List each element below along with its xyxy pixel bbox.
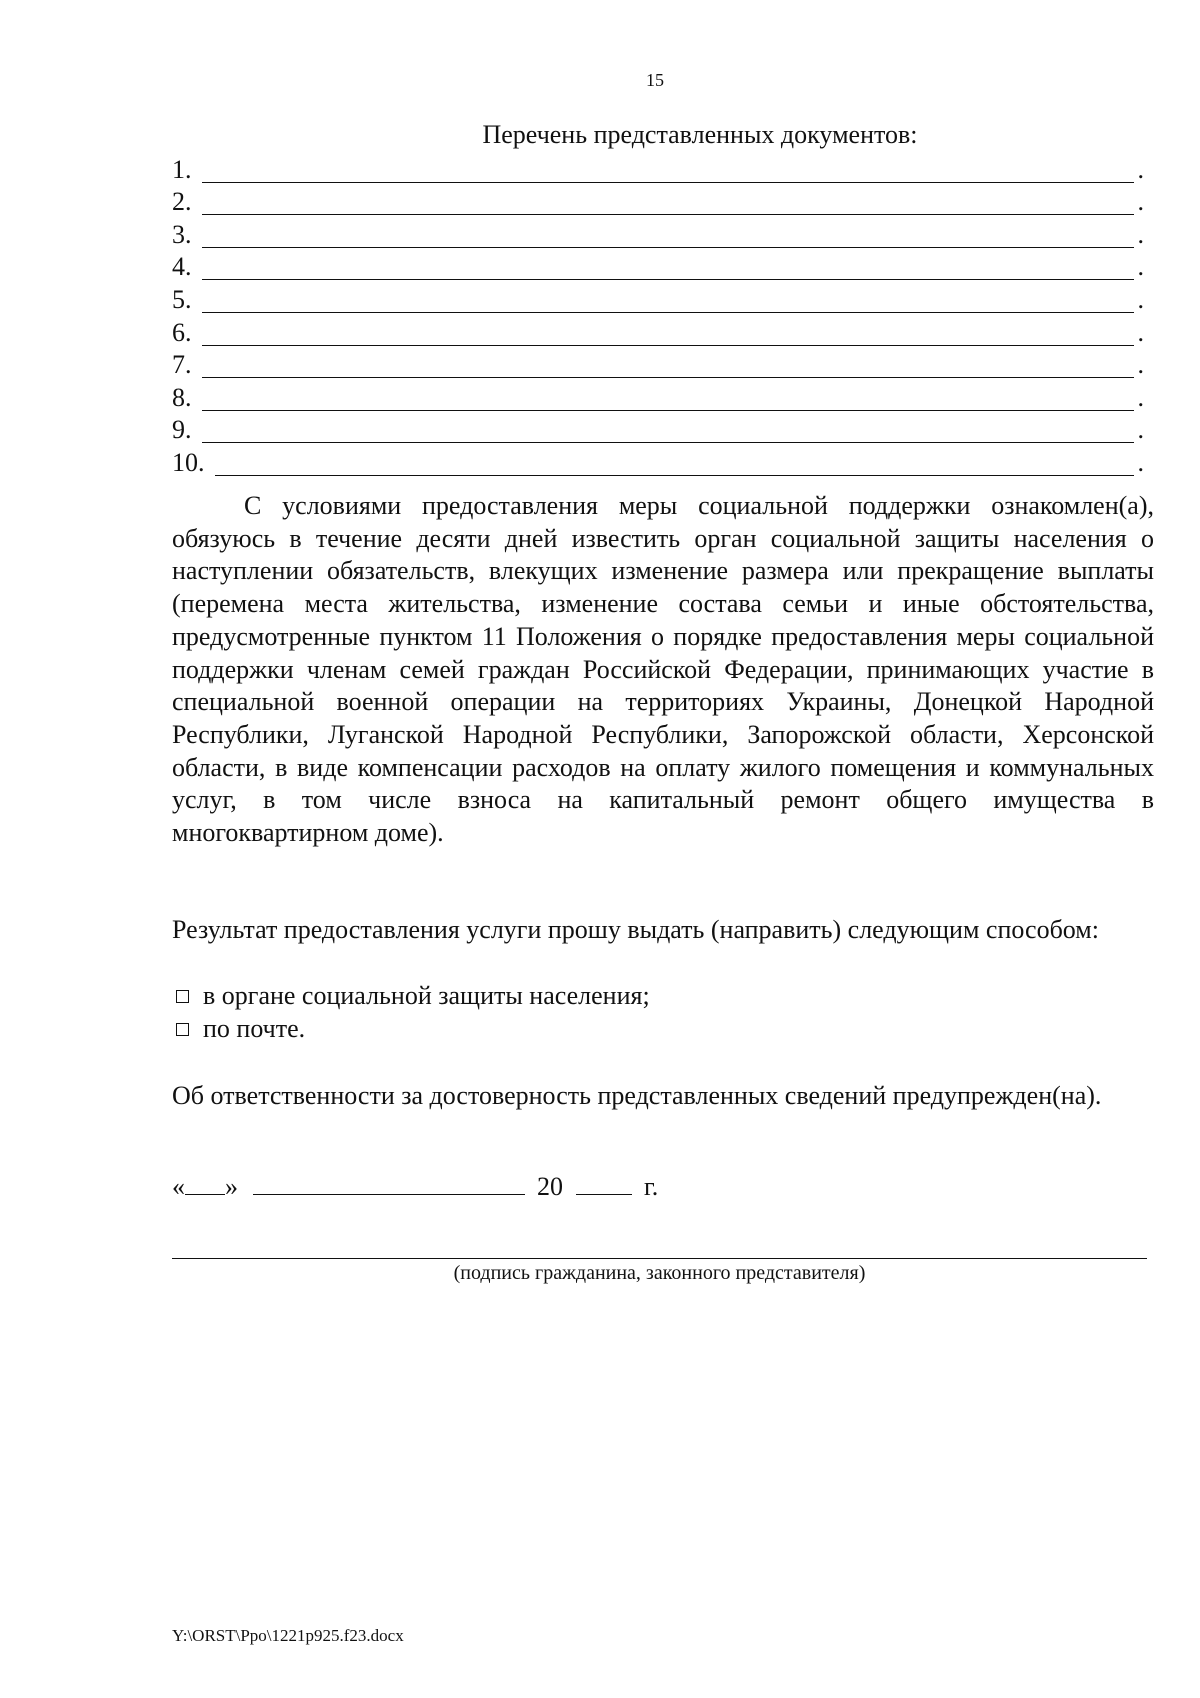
file-path-footer: Y:\ORST\Ppo\1221p925.f23.docx (172, 1626, 404, 1645)
blank-line[interactable] (202, 388, 1135, 411)
result-delivery-text: Результат предоставления услуги прошу выдать (направить) следующим способом: (172, 915, 1099, 944)
document-list-item[interactable]: 7. . (172, 350, 1144, 380)
document-list-item[interactable]: 3. . (172, 219, 1144, 249)
document-list-item[interactable]: 6. . (172, 317, 1144, 347)
item-number: 2. (172, 187, 192, 217)
signature-caption: (подпись гражданина, законного представителя) (453, 1262, 866, 1284)
year-field[interactable] (576, 1170, 632, 1195)
document-list-item[interactable]: 2. . (172, 187, 1144, 217)
item-number: 4. (172, 252, 192, 282)
item-number: 6. (172, 317, 192, 347)
consent-paragraph: С условиями предоставления меры социальной поддержки ознакомлен(а), обязуюсь в течение десяти дней известить орган социальной защиты населения о наступлении обязательств, влекущих изменение размера или прекращение выплаты (перемена места жительства, изменение состава семьи и иные обстоятельства, предусмотренные пунктом 11 Положения о порядке предоставления меры социальной поддержки членам семей граждан Российской Федерации, принимающих участие в специальной военной операции на территориях Украины, Донецкой Народной Республики, Луганской Народной Республики, Запорожской области, Херсонской области, в виде компенсации расходов на оплату жилого помещения и коммунальных услуг, в том числе взноса на капитальный ремонт общего имущества в многоквартирном доме). (172, 491, 1154, 848)
close-quote: » (225, 1172, 238, 1201)
blank-line[interactable] (202, 160, 1135, 183)
item-number: 1. (172, 154, 192, 184)
item-number: 3. (172, 219, 192, 249)
document-list-title: Перечень представленных документов: (482, 120, 918, 149)
item-number: 7. (172, 350, 192, 380)
item-number: 8. (172, 382, 192, 412)
delivery-option-mail[interactable] (172, 1013, 305, 1046)
option-label: в органе социальной защиты населения; (203, 981, 650, 1010)
month-field[interactable] (253, 1170, 525, 1195)
date-line (172, 1170, 658, 1203)
blank-line[interactable] (202, 225, 1135, 248)
open-quote: « (172, 1172, 185, 1201)
item-number: 5. (172, 284, 192, 314)
day-field[interactable] (185, 1170, 225, 1195)
document-list-item[interactable]: 5. . (172, 284, 1144, 314)
document-list-item[interactable]: 4. . (172, 252, 1144, 282)
document-list-item[interactable]: 9. . (172, 415, 1144, 445)
year-suffix: г. (644, 1172, 659, 1201)
item-number: 10. (172, 447, 205, 477)
option-label: по почте. (203, 1014, 306, 1043)
blank-line[interactable] (202, 257, 1135, 280)
checkbox-icon[interactable] (176, 990, 189, 1003)
delivery-option-office[interactable] (172, 980, 650, 1013)
year-prefix: 20 (537, 1172, 563, 1201)
blank-line[interactable] (202, 420, 1135, 443)
blank-line[interactable] (202, 323, 1135, 346)
blank-line[interactable] (202, 290, 1135, 313)
document-list (172, 150, 1144, 476)
page-number: 15 (646, 70, 664, 90)
responsibility-statement: Об ответственности за достоверность представленных сведений предупрежден(на). (172, 1081, 1102, 1110)
document-list-item[interactable]: 8. . (172, 382, 1144, 412)
checkbox-icon[interactable] (176, 1023, 189, 1036)
blank-line[interactable] (215, 453, 1135, 476)
signature-field[interactable] (172, 1258, 1147, 1259)
item-number: 9. (172, 415, 192, 445)
blank-line[interactable] (202, 355, 1135, 378)
document-list-item[interactable]: 10. . (172, 447, 1144, 477)
blank-line[interactable] (202, 192, 1135, 215)
document-list-item[interactable]: 1. . (172, 154, 1144, 184)
